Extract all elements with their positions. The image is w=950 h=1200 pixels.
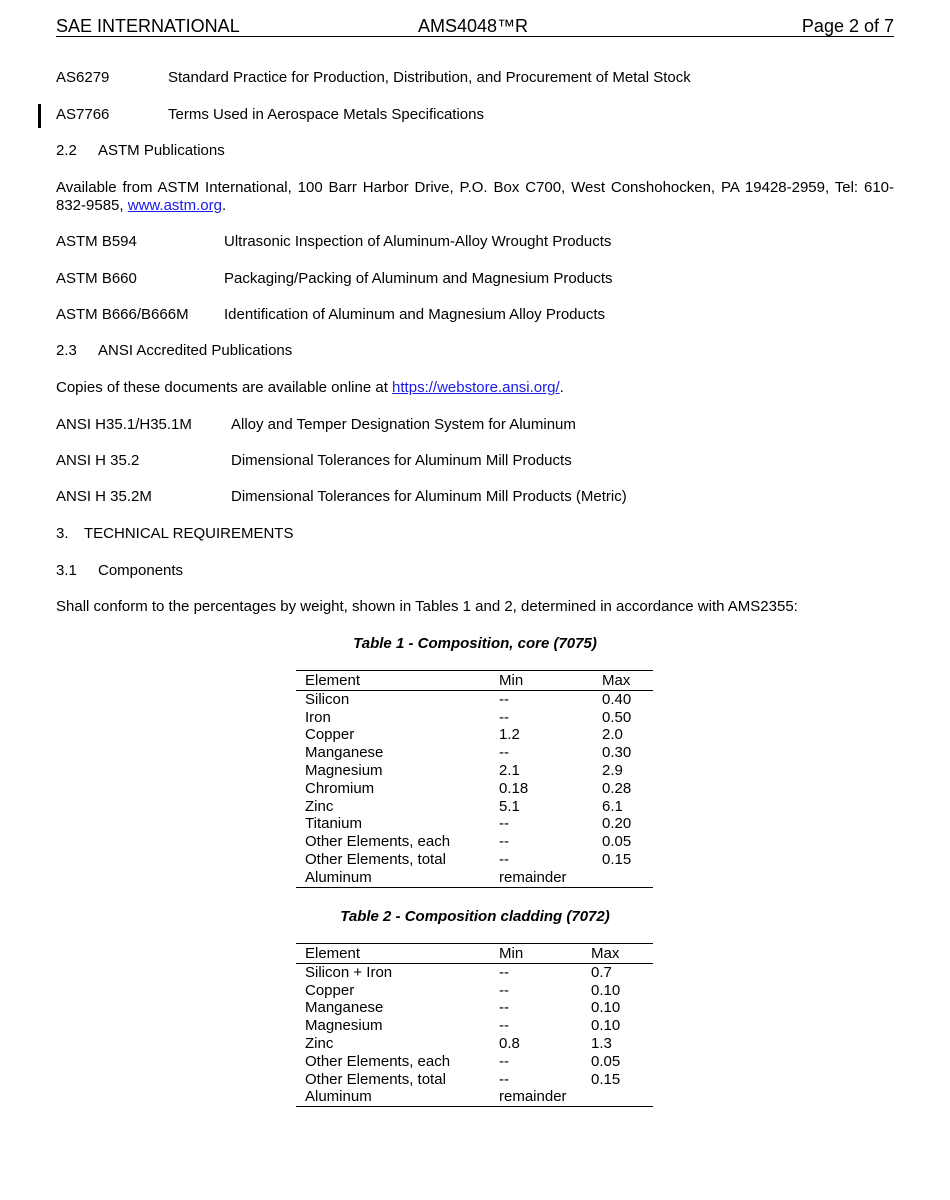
section-title: ANSI Accredited Publications [98, 342, 293, 359]
section-2-2-heading [56, 142, 225, 160]
cell-max: 0.10 [591, 981, 621, 999]
ref-code-astm-b660: ASTM B660 [56, 270, 137, 287]
cell-max: 0.50 [602, 708, 632, 726]
section-number: 2.2 [56, 142, 77, 159]
table-row [296, 833, 653, 851]
cell-max: 0.7 [591, 963, 612, 981]
ref-code-astm-b666: ASTM B666/B666M [56, 306, 189, 323]
cell-element: Other Elements, each [305, 833, 451, 851]
cell-min: 0.18 [499, 779, 529, 797]
ref-title-ansi-h35-2m: Dimensional Tolerances for Aluminum Mill Products (Metric) [231, 488, 627, 505]
cell-element: Silicon + Iron [305, 963, 393, 981]
table-row [296, 851, 653, 869]
ref-title-astm-b594: Ultrasonic Inspection of Aluminum-Alloy Wrought Products [224, 233, 612, 250]
section-title: ASTM Publications [98, 142, 225, 159]
cell-element: Manganese [305, 744, 384, 762]
table-row [296, 762, 653, 780]
astm-availability-end: . [221, 197, 227, 214]
column-header-min: Min [490, 671, 593, 691]
cell-min: 1.2 [499, 726, 520, 744]
section-title: Components [98, 562, 184, 579]
ref-title-ansi-h35-2: Dimensional Tolerances for Aluminum Mill Products [231, 452, 572, 469]
table-row [296, 1035, 653, 1053]
cell-max: 6.1 [602, 797, 623, 815]
cell-element: Magnesium [305, 1017, 383, 1035]
cell-element: Copper [305, 981, 355, 999]
astm-availability-paragraph [56, 179, 894, 215]
cell-min: 0.8 [499, 1034, 520, 1052]
astm-availability-text: Available from ASTM International, 100 Barr Harbor Drive, P.O. Box C700, West Conshohocken, PA 19428-2959, Tel: 610-832-9585, [56, 179, 894, 214]
cell-element: Silicon [305, 690, 350, 708]
cell-max: 0.05 [602, 833, 632, 851]
ansi-link[interactable]: https://webstore.ansi.org/ [392, 379, 560, 396]
cell-min: -- [499, 744, 509, 762]
table-1-composition-core [296, 670, 653, 888]
section-number: 3.1 [56, 562, 77, 579]
section-3-1-heading [56, 562, 183, 580]
table-row [296, 744, 653, 762]
table-row [296, 869, 653, 887]
ref-code-as6279: AS6279 [56, 69, 110, 86]
ansi-availability-text: Copies of these documents are available online at [56, 379, 393, 396]
cell-element: Chromium [305, 779, 375, 797]
cell-min: -- [499, 850, 509, 868]
cell-element: Aluminum [296, 869, 490, 887]
cell-max: 0.30 [602, 744, 632, 762]
cell-max: 0.10 [591, 999, 621, 1017]
ansi-availability-paragraph [56, 379, 564, 397]
ref-code-ansi-h35-1: ANSI H35.1/H35.1M [56, 416, 192, 433]
cell-min: 2.1 [499, 761, 520, 779]
conformance-paragraph: Shall conform to the percentages by weight, shown in Tables 1 and 2, determined in accordance with AMS2355: [56, 598, 798, 615]
cell-element: Copper [305, 726, 355, 744]
section-title: TECHNICAL REQUIREMENTS [84, 525, 294, 542]
ref-code-ansi-h35-2m: ANSI H 35.2M [56, 488, 152, 505]
cell-max: 0.40 [602, 690, 632, 708]
header-doc-number: AMS4048™R [418, 16, 529, 36]
cell-max: 0.28 [602, 779, 632, 797]
section-3-heading [56, 525, 293, 543]
table-2-caption: Table 2 - Composition cladding (7072) [340, 908, 610, 925]
cell-max: 0.10 [591, 1017, 621, 1035]
table-row [296, 982, 653, 1000]
cell-min: remainder [490, 869, 593, 887]
table-row [296, 709, 653, 727]
table-row [296, 780, 653, 798]
cell-max: 2.0 [602, 726, 623, 744]
cell-min: -- [499, 690, 509, 708]
cell-max [582, 1088, 653, 1106]
ref-title-ansi-h35-1: Alloy and Temper Designation System for Aluminum [231, 416, 576, 433]
table-row [296, 963, 653, 981]
cell-min: -- [499, 999, 509, 1017]
table-row [296, 815, 653, 833]
column-header-max: Max [582, 944, 653, 964]
column-header-element: Element [296, 671, 490, 691]
cell-max: 0.15 [602, 850, 632, 868]
cell-min: -- [499, 815, 509, 833]
cell-element: Titanium [305, 815, 362, 833]
cell-element: Zinc [305, 797, 334, 815]
column-header-element: Element [296, 944, 490, 964]
revision-change-bar [38, 104, 41, 128]
astm-link[interactable]: www.astm.org [127, 197, 222, 214]
header-org: SAE INTERNATIONAL [56, 16, 240, 36]
table-2-composition-cladding [296, 943, 653, 1107]
cell-min: -- [499, 963, 509, 981]
cell-min: -- [499, 1017, 509, 1035]
table-header-row [296, 944, 653, 964]
ref-title-astm-b660: Packaging/Packing of Aluminum and Magnesium Products [224, 270, 613, 287]
cell-element: Other Elements, total [305, 850, 446, 868]
page-header [56, 16, 894, 37]
cell-element: Other Elements, each [305, 1052, 451, 1070]
ref-title-astm-b666: Identification of Aluminum and Magnesium Alloy Products [224, 306, 606, 323]
table-1-caption: Table 1 - Composition, core (7075) [353, 635, 597, 652]
table-row [296, 999, 653, 1017]
cell-min: -- [499, 833, 509, 851]
cell-element: Aluminum [296, 1088, 490, 1106]
table-header-row [296, 671, 653, 691]
cell-element: Iron [305, 708, 331, 726]
cell-max: 0.05 [591, 1052, 621, 1070]
cell-min: -- [499, 981, 509, 999]
cell-min: -- [499, 708, 509, 726]
cell-element: Other Elements, total [305, 1070, 446, 1088]
column-header-min: Min [490, 944, 582, 964]
header-page-number: Page 2 of 7 [801, 16, 894, 36]
cell-element: Magnesium [305, 761, 383, 779]
cell-min: 5.1 [499, 797, 520, 815]
table-row [296, 1053, 653, 1071]
ref-code-astm-b594: ASTM B594 [56, 233, 137, 250]
cell-max: 2.9 [602, 761, 623, 779]
cell-max: 0.15 [591, 1070, 621, 1088]
table-row [296, 798, 653, 816]
cell-max [593, 869, 653, 887]
section-number: 2.3 [56, 342, 77, 359]
cell-min: -- [499, 1052, 509, 1070]
ref-title-as6279: Standard Practice for Production, Distribution, and Procurement of Metal Stock [168, 69, 691, 86]
cell-min: remainder [490, 1088, 582, 1106]
cell-element: Manganese [305, 999, 384, 1017]
ref-code-ansi-h35-2: ANSI H 35.2 [56, 452, 140, 469]
table-row [296, 1088, 653, 1106]
table-row [296, 1017, 653, 1035]
column-header-max: Max [593, 671, 653, 691]
section-number: 3. [56, 525, 69, 542]
table-row [296, 726, 653, 744]
table-row [296, 1071, 653, 1089]
section-2-3-heading [56, 342, 292, 360]
cell-max: 1.3 [591, 1034, 612, 1052]
table-row [296, 690, 653, 708]
cell-max: 0.20 [602, 815, 632, 833]
ansi-availability-end: . [559, 379, 564, 396]
cell-element: Zinc [305, 1034, 334, 1052]
ref-code-as7766: AS7766 [56, 106, 110, 123]
ref-title-as7766: Terms Used in Aerospace Metals Specifications [168, 106, 484, 123]
cell-min: -- [499, 1070, 509, 1088]
